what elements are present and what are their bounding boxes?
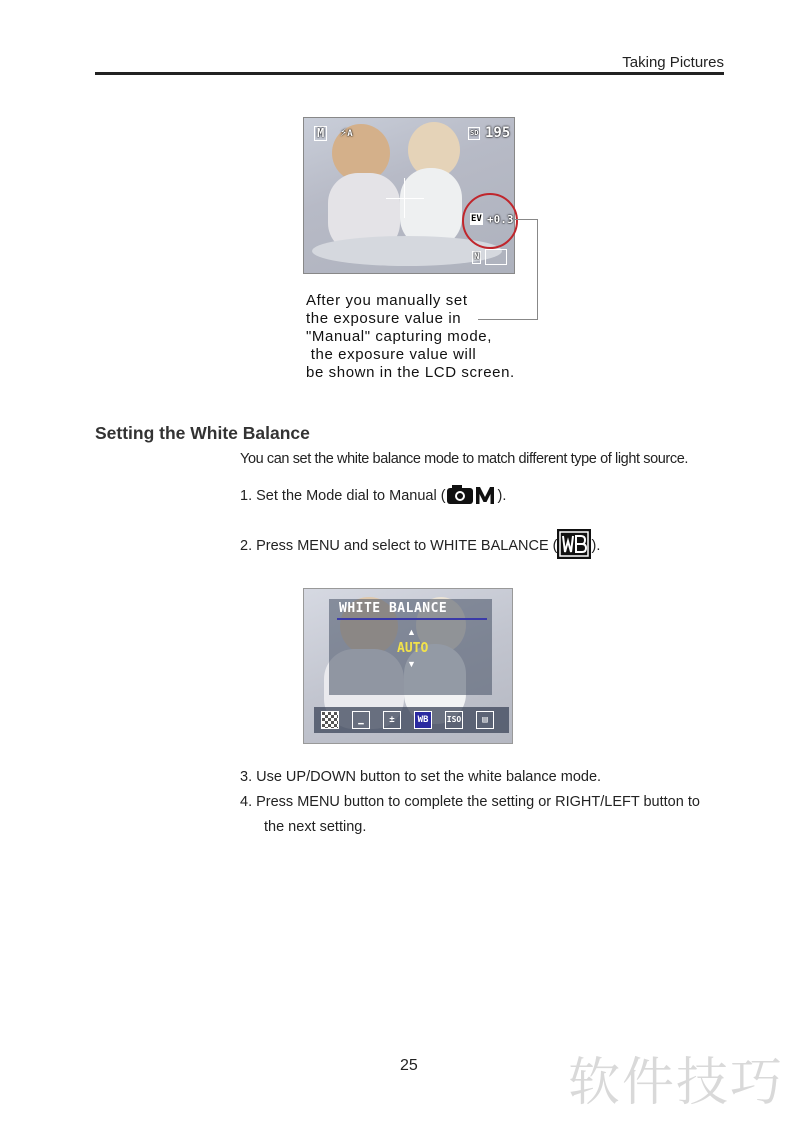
- menu-icon-bar: [314, 707, 509, 733]
- section-intro: You can set the white balance mode to match different type of light source.: [240, 451, 688, 467]
- card-label: SD: [470, 129, 479, 137]
- setup-icon[interactable]: ▤: [476, 711, 494, 729]
- sharpness-icon[interactable]: [321, 711, 339, 729]
- lcd-screen-white-balance: [303, 588, 513, 744]
- resolution-icon: [485, 249, 507, 265]
- step-1: [240, 483, 506, 509]
- callout-line: [514, 219, 538, 220]
- exposure-icon[interactable]: ±: [383, 711, 401, 729]
- metering-icon[interactable]: ▁: [352, 711, 370, 729]
- step-4-continuation: the next setting.: [264, 819, 367, 835]
- step-2-text: 2. Press MENU and select to WHITE BALANCE (: [240, 537, 558, 554]
- step-1-end: ).: [497, 487, 507, 504]
- arrow-up-icon[interactable]: ▲: [407, 627, 416, 637]
- lcd-caption: After you manually set the exposure value in "Manual" capturing mode, the exposure value will be shown in the LCD screen.: [306, 292, 515, 381]
- quality-label: N: [474, 252, 480, 262]
- step-4: 4. Press MENU button to complete the setting or RIGHT/LEFT button to: [240, 794, 700, 810]
- flash-label: A: [347, 129, 353, 139]
- menu-divider: [337, 618, 487, 620]
- watermark: 软件技巧: [568, 1053, 785, 1113]
- white-balance-icon[interactable]: WB: [414, 711, 432, 729]
- section-title: Setting the White Balance: [95, 423, 310, 443]
- step-1-text: 1. Set the Mode dial to Manual (: [240, 487, 446, 504]
- sd-card-icon: [468, 127, 480, 140]
- ev-label: EV: [471, 214, 482, 224]
- ev-value: +0.3: [487, 213, 514, 226]
- header-rule: [95, 72, 724, 75]
- menu-value[interactable]: AUTO: [397, 641, 429, 656]
- step-2-end: ).: [591, 537, 601, 554]
- white-balance-menu[interactable]: [329, 599, 492, 695]
- white-balance-icon: [557, 529, 591, 563]
- step-3: 3. Use UP/DOWN button to set the white balance mode.: [240, 769, 602, 785]
- step-2: [240, 529, 600, 563]
- page-number: 25: [400, 1057, 418, 1074]
- page-header-title: Taking Pictures: [622, 54, 724, 71]
- iso-icon[interactable]: ISO: [445, 711, 463, 729]
- shots-remaining: 195: [485, 125, 511, 141]
- arrow-down-icon[interactable]: ▼: [407, 659, 416, 669]
- menu-title: WHITE BALANCE: [339, 601, 448, 616]
- camera-manual-icon: [446, 483, 498, 509]
- flash-auto-icon: ⚡A: [340, 125, 353, 139]
- mode-label: M: [317, 126, 325, 140]
- ev-highlight-circle: [462, 193, 518, 249]
- quality-icon: [472, 251, 481, 264]
- manual-mode-icon: [314, 126, 327, 141]
